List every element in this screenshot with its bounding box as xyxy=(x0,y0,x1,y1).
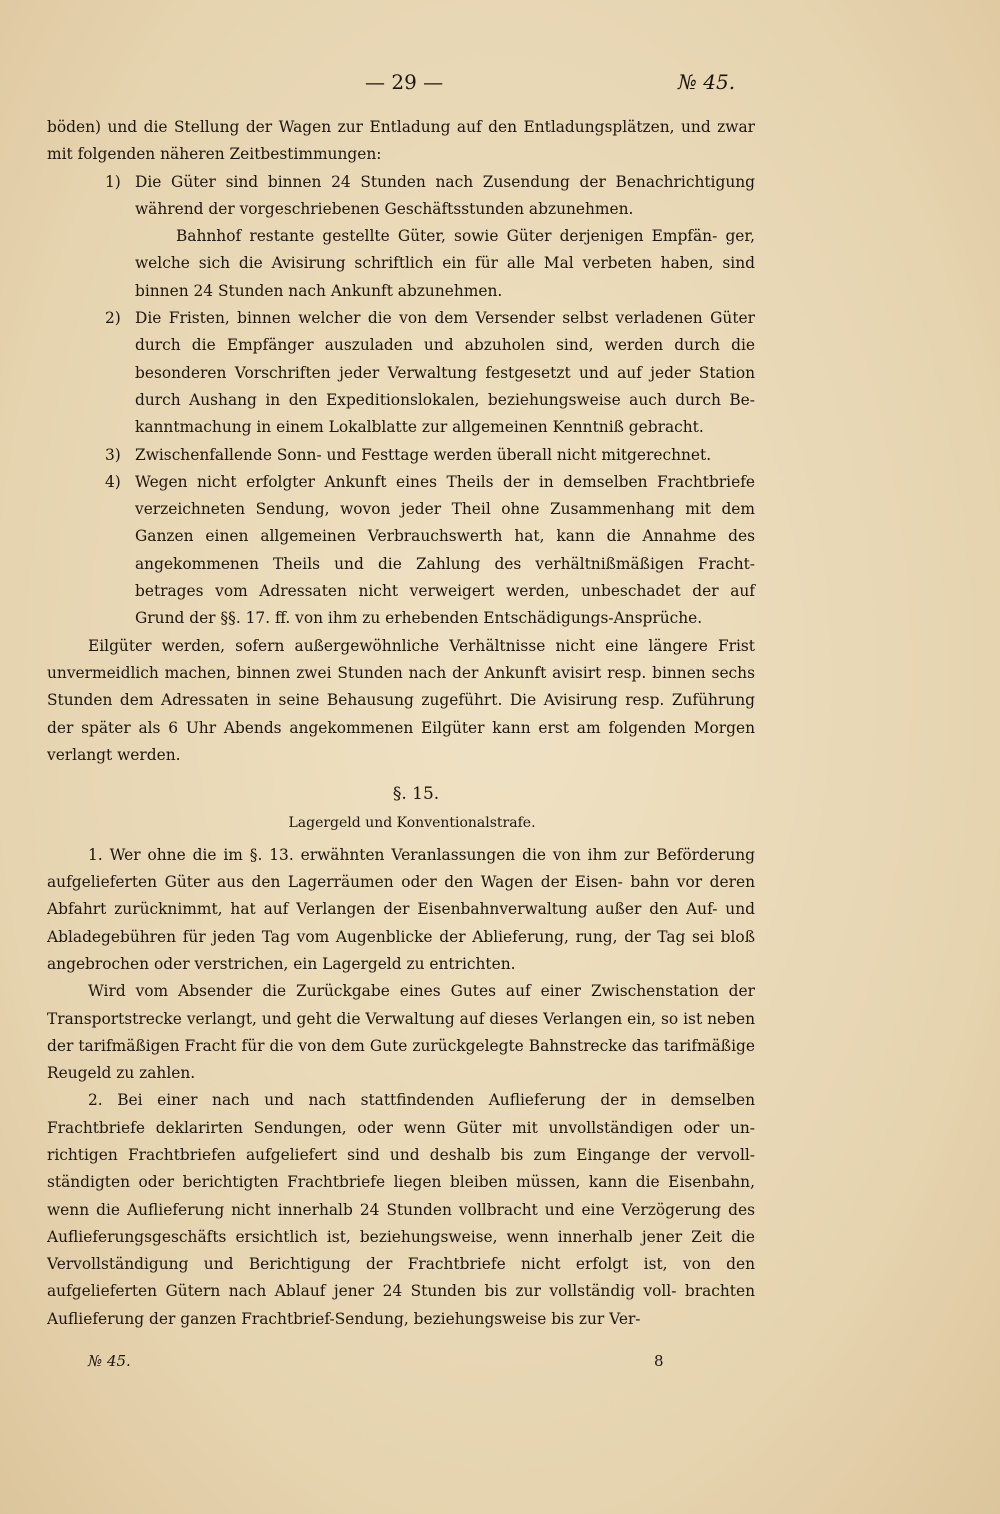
text-line: Wird vom Absender die Zurückgabe eines Gutes auf einer Zwischenstation xyxy=(88,982,719,1001)
page-header xyxy=(0,70,1000,102)
text-line: des Auflieferungsgeschäfts ersichtlich ist, beziehungsweise, wenn innerhalb jener Zeit xyxy=(47,1200,755,1246)
text-line: durch Aushang in den Expeditionslokalen, beziehungsweise auch durch Be- xyxy=(135,390,755,409)
text-line: angekommenen Theils und die Zahlung des verhältnißmäßigen Fracht- xyxy=(135,554,755,573)
text-line: während der vorgeschriebenen Geschäftsstunden abzunehmen. xyxy=(135,199,634,218)
list-item-1 xyxy=(47,169,755,224)
text-line: außer den Auf- und Abladegebühren für jeden Tag vom Augenblicke der Ablieferung, xyxy=(47,900,755,946)
footer-issue-number: № 45. xyxy=(88,1352,131,1370)
text-line: ger, welche sich die Avisirung schriftlich ein für alle Mal verbeten haben, xyxy=(135,227,755,273)
text-line: resp. Zuführung der später als 6 Uhr Abends angekommenen Eilgüter kann erst xyxy=(47,691,755,737)
section-number: §. 15. xyxy=(392,784,440,805)
text-line: Frachtbriefe deklarirten Sendungen, oder wenn Güter mit unvollständigen oder un- xyxy=(47,1118,755,1137)
text-line: Die Fristen, binnen welcher die von dem Versender selbst verladenen Güter xyxy=(135,309,755,328)
text-line: brachten Auflieferung der ganzen Frachtbrief-Sendung, beziehungsweise bis zur Ver- xyxy=(47,1282,755,1328)
text-line: Eilgüter werden, sofern außergewöhnliche Verhältnisse nicht eine längere xyxy=(88,636,708,655)
page-footer xyxy=(0,1352,1000,1378)
paragraph-1 xyxy=(47,842,755,978)
text-line: Bahnhof restante gestellte Güter, sowie Güter derjenigen Empfän- xyxy=(176,227,718,246)
paragraph-3 xyxy=(47,1087,755,1333)
text-line: binnen sechs Stunden dem Adressaten in seine Behausung zugeführt. Die Avisirung xyxy=(47,663,755,710)
eilgueter-paragraph xyxy=(47,633,755,769)
text-line: ständigten oder berichtigten Frachtbriefe liegen bleiben müssen, kann die Eisenbahn, xyxy=(47,1173,755,1192)
text-line: sind binnen 24 Stunden nach Ankunft abzunehmen. xyxy=(135,254,755,300)
text-line: Ganzen einen allgemeinen Verbrauchswerth hat, kann die Annahme des xyxy=(135,527,755,546)
text-line: Beförderung aufgelieferten Güter aus den Lagerräumen oder den Wagen der Eisen- xyxy=(47,845,755,892)
text-line: wenn die Auflieferung nicht innerhalb 24 Stunden vollbracht und eine Verzögerung xyxy=(47,1200,722,1219)
text-line: Frist unvermeidlich machen, binnen zwei Stunden nach der Ankunft avisirt resp. xyxy=(47,636,755,682)
text-line: das tarifmäßige Reugeld zu zahlen. xyxy=(47,1036,755,1083)
text-line: durch die Empfänger auszuladen und abzuholen sind, werden durch die xyxy=(135,336,755,355)
page-body xyxy=(47,114,755,1333)
text-line: Grund der §§. 17. ff. von ihm zu erhebenden Entschädigungs-Ansprüche. xyxy=(135,609,703,628)
text-line: richtigen Frachtbriefen aufgeliefert sind und deshalb bis zum Eingange der vervoll- xyxy=(47,1145,755,1164)
text-line: die Vervollständigung und Berichtigung der Frachtbriefe nicht erfolgt ist, von den xyxy=(47,1227,755,1274)
list-item-3 xyxy=(47,442,755,469)
text-line: am folgenden Morgen verlangt werden. xyxy=(47,718,755,764)
text-line: rung, der Tag sei bloß angebrochen oder verstrichen, ein Lagergeld zu entrichten. xyxy=(47,927,755,973)
page-number: — 29 — xyxy=(365,70,444,94)
text-line: kanntmachung in einem Lokalblatte zur allgemeinen Kenntniß gebracht. xyxy=(135,418,704,437)
text-line: der Transportstrecke verlangt, und geht die Verwaltung auf dieses Verlangen ein, xyxy=(47,982,755,1028)
text-line: betrages vom Adressaten nicht verweigert werden, unbeschadet der auf xyxy=(135,582,755,601)
item-number: 4) xyxy=(105,472,121,491)
text-line: 1. Wer ohne die im §. 13. erwähnten Veranlassungen die von ihm zur xyxy=(88,845,650,864)
item-number: 1) xyxy=(105,172,121,191)
footer-signature-mark: 8 xyxy=(654,1352,664,1370)
text-line: so ist neben der tarifmäßigen Fracht für die von dem Gute zurückgelegte Bahnstrecke xyxy=(47,1009,755,1055)
list-item-1-subparagraph xyxy=(47,223,755,305)
list-item-4 xyxy=(47,469,755,633)
list-item-2 xyxy=(47,305,755,441)
intro-paragraph xyxy=(47,114,755,169)
text-line: zwar mit folgenden näheren Zeitbestimmungen: xyxy=(47,118,755,164)
item-number: 3) xyxy=(105,445,121,464)
item-number: 2) xyxy=(105,309,121,328)
text-line: Zwischenfallende Sonn- und Festtage werden überall nicht mitgerechnet. xyxy=(135,445,712,464)
issue-number: № 45. xyxy=(678,70,736,94)
text-line: 2. Bei einer nach und nach stattfindenden Auflieferung der in demselben xyxy=(88,1091,755,1110)
text-line: besonderen Vorschriften jeder Verwaltung festgesetzt und auf jeder Station xyxy=(135,363,755,382)
text-line: bahn vor deren Abfahrt zurücknimmt, hat auf Verlangen der Eisenbahnverwaltung xyxy=(47,873,755,919)
text-line: verzeichneten Sendung, wovon jeder Theil ohne Zusammenhang mit dem xyxy=(135,500,755,519)
text-line: böden) und die Stellung der Wagen zur Entladung auf den Entladungsplätzen, und xyxy=(47,118,711,136)
text-line: Die Güter sind binnen 24 Stunden nach Zusendung der Benachrichtigung xyxy=(135,172,755,191)
text-line: aufgelieferten Gütern nach Ablauf jener 24 Stunden bis zur vollständig voll- xyxy=(47,1282,677,1301)
text-line: Wegen nicht erfolgter Ankunft eines Theils der in demselben Frachtbriefe xyxy=(135,472,755,491)
paragraph-2 xyxy=(47,978,755,1087)
section-title: Lagergeld und Konventionalstrafe. xyxy=(288,815,536,832)
